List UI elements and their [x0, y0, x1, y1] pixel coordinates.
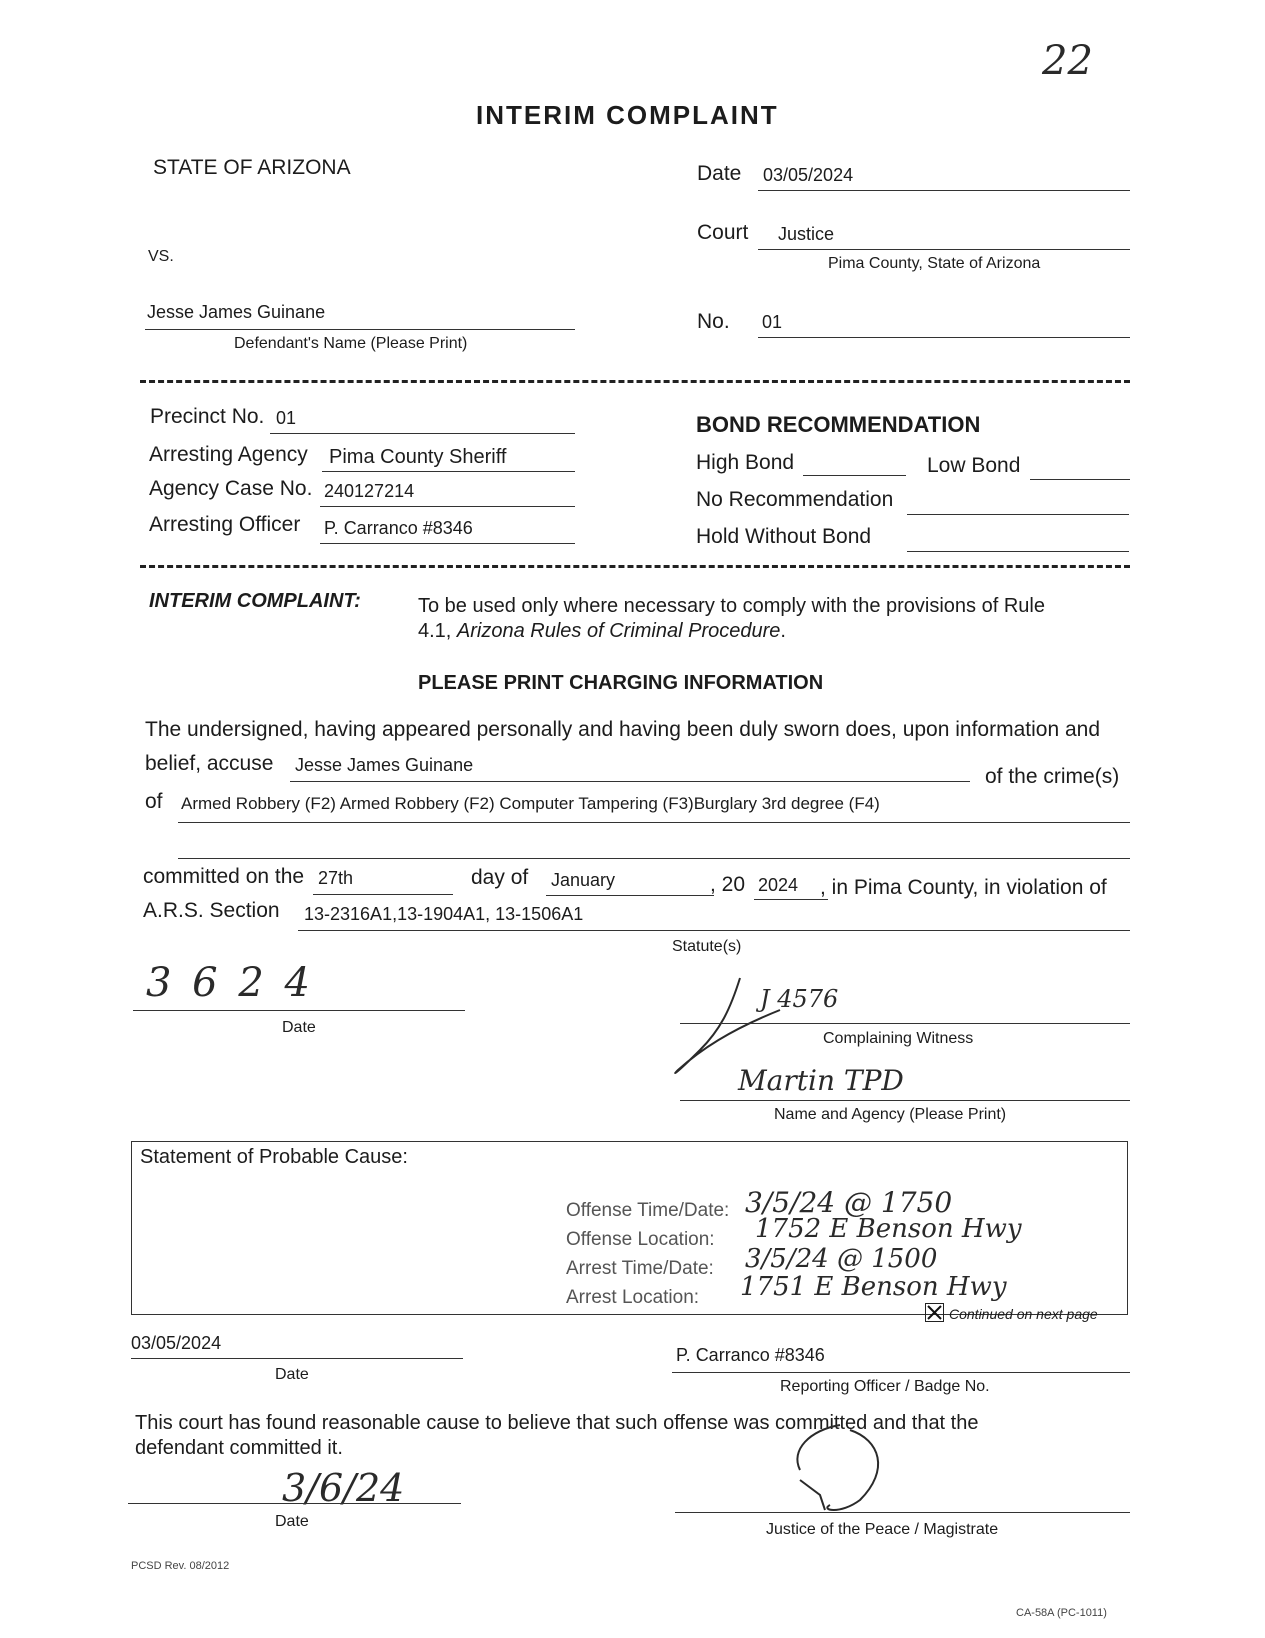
sworn-text: The undersigned, having appeared personally and having been duly sworn does, upon information and [145, 718, 1100, 741]
statutes-label: Statute(s) [672, 938, 742, 955]
offense-time-value: 3/5/24 @ 1750 [745, 1186, 953, 1219]
interim-text-1: To be used only where necessary to comply with the provisions of Rule [418, 595, 1045, 617]
offense-location-value: 1752 E Benson Hwy [755, 1214, 1022, 1244]
state-label: STATE OF ARIZONA [153, 156, 351, 179]
crimes-label: of the crime(s) [985, 765, 1120, 788]
witness-caption: Complaining Witness [823, 1030, 974, 1047]
finding-line-2: defendant committed it. [135, 1437, 343, 1459]
continued-checkbox[interactable] [925, 1303, 944, 1322]
ars-label: A.R.S. Section [143, 899, 280, 922]
complaint-date-handwritten: 3 6 2 4 [146, 960, 314, 1006]
day-of-label: day of [471, 866, 529, 889]
bond-heading: BOND RECOMMENDATION [696, 412, 981, 437]
high-bond-label: High Bond [696, 451, 795, 474]
ars-value: 13-2316A1,13-1904A1, 13-1506A1 [304, 904, 584, 924]
judge-signature [780, 1420, 930, 1515]
form-code: CA-58A (PC-1011) [1016, 1607, 1107, 1619]
no-label: No. [697, 310, 730, 333]
form-title: INTERIM COMPLAINT [476, 100, 779, 130]
reporting-officer: P. Carranco #8346 [676, 1345, 825, 1365]
judge-date-caption: Date [275, 1513, 309, 1530]
vs-label: VS. [148, 248, 174, 265]
date-value: 03/05/2024 [763, 165, 854, 185]
defendant-name: Jesse James Guinane [147, 302, 326, 322]
arrest-location-value: 1751 E Benson Hwy [740, 1272, 1007, 1302]
belief-label: belief, accuse [145, 752, 274, 775]
case-no-value: 240127214 [324, 481, 415, 501]
continued-label: Continued on next page [949, 1306, 1098, 1322]
judge-caption: Justice of the Peace / Magistrate [766, 1521, 999, 1538]
no-recommendation-label: No Recommendation [696, 488, 894, 511]
arrest-time-value: 3/5/24 @ 1500 [745, 1244, 938, 1274]
year-prefix: , 20 [710, 873, 746, 896]
charging-heading: PLEASE PRINT CHARGING INFORMATION [418, 672, 824, 694]
defendant-caption: Defendant's Name (Please Print) [234, 335, 468, 352]
committed-label: committed on the [143, 865, 305, 888]
court-label: Court [697, 221, 749, 244]
witness-signature: J 4576 [760, 985, 839, 1013]
interim-text-2: 4.1, Arizona Rules of Criminal Procedure. [418, 620, 786, 642]
arrest-location-label: Arrest Location: [566, 1287, 700, 1308]
county-text: , in Pima County, in violation of [820, 876, 1107, 899]
finding-line-1: This court has found reasonable cause to believe that such offense was committed and that the [135, 1412, 979, 1434]
day-value: 27th [318, 868, 354, 888]
officer-value: P. Carranco #8346 [324, 518, 473, 538]
report-date-caption: Date [275, 1366, 309, 1383]
probable-cause-label: Statement of Probable Cause: [140, 1146, 408, 1168]
form-revision: PCSD Rev. 08/2012 [131, 1560, 230, 1572]
precinct-label: Precinct No. [150, 405, 265, 428]
date-label: Date [697, 162, 742, 185]
reporting-caption: Reporting Officer / Badge No. [780, 1378, 990, 1395]
checkbox-x-icon [926, 1304, 943, 1321]
agency-label: Arresting Agency [149, 443, 308, 466]
judge-date-handwritten: 3/6/24 [282, 1466, 405, 1510]
court-value: Justice [778, 224, 835, 244]
offense-location-label: Offense Location: [566, 1229, 715, 1250]
report-date: 03/05/2024 [131, 1333, 222, 1353]
arrest-time-label: Arrest Time/Date: [566, 1258, 714, 1279]
court-sub: Pima County, State of Arizona [828, 255, 1041, 272]
interim-label: INTERIM COMPLAINT: [149, 590, 361, 612]
offense-time-label: Offense Time/Date: [566, 1200, 730, 1221]
precinct-value: 01 [276, 408, 297, 428]
of-label: of [145, 790, 163, 813]
name-agency-handwritten: Martin TPD [738, 1064, 904, 1097]
complaint-date-caption: Date [282, 1019, 316, 1036]
agency-value: Pima County Sheriff [329, 446, 507, 468]
case-no-label: Agency Case No. [149, 477, 313, 500]
name-agency-caption: Name and Agency (Please Print) [774, 1106, 1007, 1123]
accused-name: Jesse James Guinane [295, 755, 474, 775]
hold-without-bond-label: Hold Without Bond [696, 525, 872, 548]
officer-label: Arresting Officer [149, 513, 301, 536]
no-value: 01 [762, 312, 783, 332]
month-value: January [551, 870, 616, 890]
low-bond-label: Low Bond [927, 454, 1021, 477]
year-value: 2024 [758, 875, 799, 895]
page-number-mark: 22 [1042, 38, 1093, 84]
crimes-value: Armed Robbery (F2) Armed Robbery (F2) Computer Tampering (F3)Burglary 3rd degree (F4) [181, 794, 880, 813]
